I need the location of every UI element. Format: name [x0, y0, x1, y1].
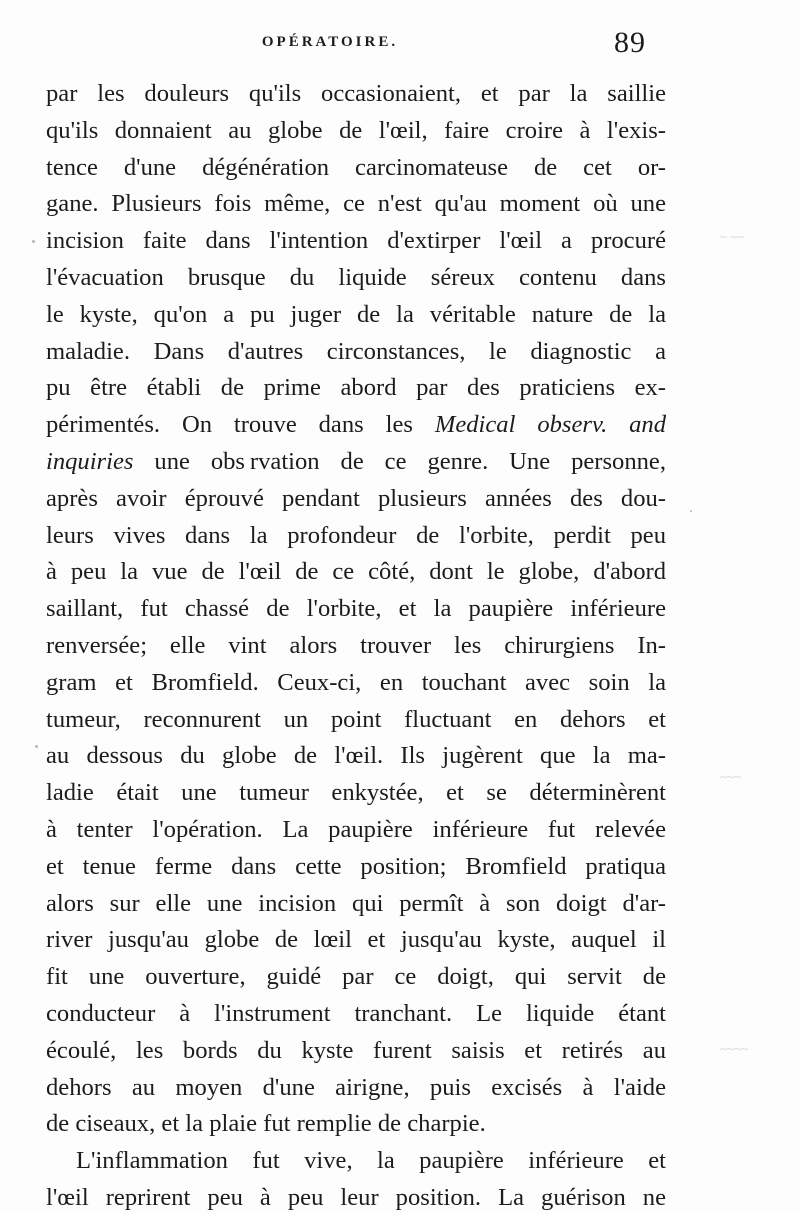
page-number: 89 [614, 26, 646, 59]
text-line [46, 959, 666, 996]
text-run: incision faite dans l'intention d'extirper l'œil a procuré [46, 227, 666, 255]
text-line [46, 150, 666, 187]
text-run: tence d'une dégénération carcinomateuse de cet or- [46, 153, 666, 181]
text-line [46, 591, 666, 628]
text-run: de ciseaux, et la plaie fut remplie de charpie. [46, 1110, 486, 1138]
text-line [46, 518, 666, 555]
text-run: alors sur elle une incision qui permît à son doigt d'ar- [46, 889, 666, 917]
text-run: et tenue ferme dans cette position; Bromfield pratiqua [46, 852, 666, 880]
running-head: OPÉRATOIRE. [261, 34, 399, 50]
ink-speck [32, 240, 35, 243]
text-run: gram et Bromfield. Ceux-ci, en touchant avec soin la [46, 668, 666, 696]
text-run: au dessous du globe de l'œil. Ils jugèrent que la ma- [46, 742, 666, 770]
text-line [46, 738, 666, 775]
text-run: saillant, fut chassé de l'orbite, et la paupière inférieure [46, 595, 666, 623]
text-line [46, 1106, 666, 1143]
text-line [46, 1143, 666, 1180]
text-line [46, 444, 666, 481]
text-run: pu être établi de prime abord par des praticiens ex- [46, 374, 666, 402]
text-run: dehors au moyen d'une airigne, puis excisés à l'aide [46, 1073, 666, 1101]
text-line [46, 1070, 666, 1107]
text-run: tumeur, reconnurent un point fluctuant en dehors et [46, 705, 666, 733]
text-run: river jusqu'au globe de lœil et jusqu'au kyste, auquel il [46, 926, 666, 954]
italic-text: Medical observ. and [434, 411, 667, 439]
text-line [46, 665, 666, 702]
text-line [46, 1033, 666, 1070]
text-line [46, 812, 666, 849]
text-line [46, 260, 666, 297]
body-text [46, 76, 666, 1217]
ink-speck [690, 510, 692, 512]
text-run: conducteur à l'instrument tranchant. Le liquide étant [46, 999, 666, 1027]
text-run: ladie était une tumeur enkystée, et se déterminèrent [46, 779, 666, 807]
text-run: L'inflammation fut vive, la paupière inférieure et [76, 1147, 666, 1175]
text-run: maladie. Dans d'autres circonstances, le diagnostic a [46, 337, 666, 365]
text-line [46, 113, 666, 150]
text-run: périmentés. On trouve dans les [46, 411, 435, 439]
ink-speck [35, 745, 38, 748]
text-run: renversée; elle vint alors trouver les chirurgiens In- [46, 631, 666, 659]
text-line [46, 996, 666, 1033]
text-run: leurs vives dans la profondeur de l'orbite, perdit peu [46, 521, 666, 549]
text-line [46, 370, 666, 407]
text-run: à peu la vue de l'œil de ce côté, dont le globe, d'abord [46, 558, 666, 586]
text-run: gane. Plusieurs fois même, ce n'est qu'au moment où une [46, 190, 666, 218]
text-run: le kyste, qu'on a pu juger de la véritable nature de la [46, 300, 666, 328]
text-run: l'œil reprirent peu à peu leur position. La guérison ne [46, 1183, 666, 1211]
show-through-mark: ~~~ [720, 769, 742, 784]
text-run: écoulé, les bords du kyste furent saisis et retirés au [46, 1036, 666, 1064]
text-line [46, 775, 666, 812]
text-run: qu'ils donnaient au globe de l'œil, faire croire à l'exis- [46, 116, 666, 144]
text-line [46, 886, 666, 923]
text-line [46, 407, 666, 444]
text-line [46, 297, 666, 334]
show-through-mark: ~~~~ [720, 1041, 749, 1056]
text-line [46, 186, 666, 223]
text-line [46, 223, 666, 260]
text-run: après avoir éprouvé pendant plusieurs années des dou- [46, 484, 666, 512]
show-through-mark: ~ ~~ [720, 229, 745, 244]
text-line [46, 1180, 666, 1217]
text-run: par les douleurs qu'ils occasionaient, et par la saillie [46, 80, 666, 107]
text-run: une obs rvation de ce genre. Une personne, [133, 447, 666, 475]
text-line [46, 628, 666, 665]
text-line [46, 922, 666, 959]
text-line [46, 334, 666, 371]
text-line [46, 481, 666, 518]
text-run: à tenter l'opération. La paupière inférieure fut relevée [46, 815, 666, 843]
text-line [46, 849, 666, 886]
italic-text: inquiries [46, 447, 134, 475]
text-line [46, 554, 666, 591]
text-run: fit une ouverture, guidé par ce doigt, qui servit de [46, 963, 666, 991]
text-run: l'évacuation brusque du liquide séreux contenu dans [46, 263, 666, 291]
text-line [46, 702, 666, 739]
text-line [46, 76, 666, 113]
